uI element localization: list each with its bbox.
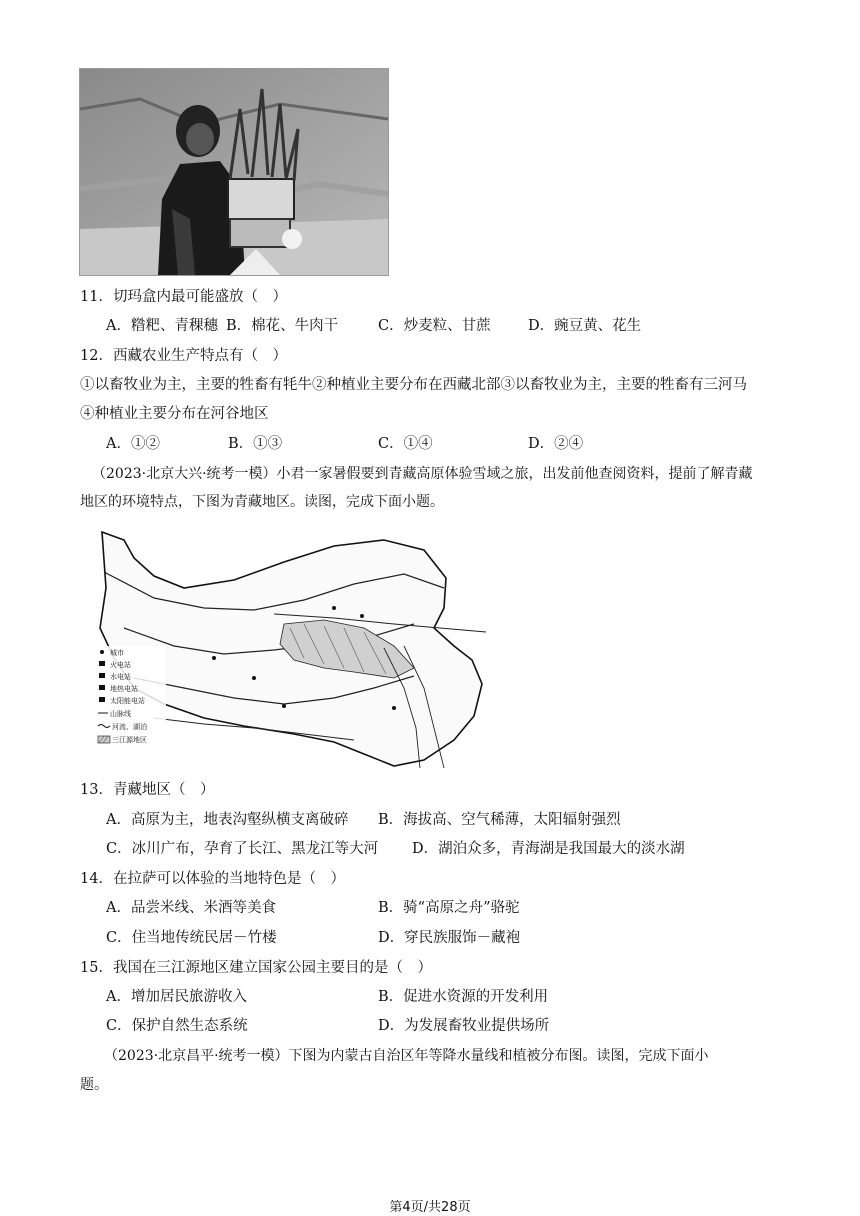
legend-hydro: 水电站 — [110, 673, 131, 681]
intro-dxing: （2023·北京大兴·统考一模）小君一家暑假要到青藏高原体验雪域之旅，出发前他查阅资料，提前了解青藏地区的环境特点，下图为青藏地区。读图，完成下面小题。 — [80, 466, 753, 510]
legend-river-lake: 河流、湖泊 — [112, 723, 147, 731]
question-11-option-b: B．棉花、牛肉干 — [226, 318, 339, 334]
intro-changping: （2023·北京昌平·统考一模）下图为内蒙古自治区年等降水量线和植被分布图。读图，完成下面小 — [104, 1048, 709, 1064]
page-footer: 第4页/共28页 — [389, 1200, 471, 1215]
question-15-option-a: A．增加居民旅游收入 — [106, 989, 247, 1005]
intro-changping-cont: 题。 — [80, 1077, 108, 1093]
question-13-option-c: C．冰川广布，孕育了长江、黑龙江等大河 — [106, 841, 379, 857]
question-12-option-d: D．②④ — [528, 436, 584, 452]
question-14-option-b: B．骑“高原之舟”骆驼 — [378, 900, 520, 916]
question-13-option-a: A．高原为主，地表沟壑纵横支离破碎 — [106, 812, 349, 828]
question-14-stem: 14．在拉萨可以体验的当地特色是（ ） — [80, 871, 345, 887]
legend-solar: 太阳能电站 — [110, 697, 145, 705]
question-13-option-b: B．海拔高、空气稀薄，太阳辐射强烈 — [378, 812, 621, 828]
question-11-stem: 11．切玛盒内最可能盛放（ ） — [80, 289, 287, 305]
legend-thermal: 火电站 — [110, 661, 131, 669]
question-12-statements-line1: ①以畜牧业为主，主要的牲畜有牦牛②种植业主要分布在西藏北部③以畜牧业为主，主要的牲畜有三河马 — [80, 377, 747, 393]
question-12-option-b: B．①③ — [228, 436, 283, 452]
question-11-option-c: C．炒麦粒、甘蔗 — [378, 318, 491, 334]
question-15-option-d: D．为发展畜牧业提供场所 — [378, 1018, 550, 1034]
legend-geothermal: 地热电站 — [110, 685, 138, 693]
question-14-option-c: C．住当地传统民居－竹楼 — [106, 930, 277, 946]
legend-mountain: 山脉线 — [110, 710, 131, 718]
question-15-stem: 15．我国在三江源地区建立国家公园主要目的是（ ） — [80, 960, 432, 976]
question-12-statements-line2: ④种植业主要分布在河谷地区 — [80, 406, 269, 422]
question-12-option-a: A．①② — [106, 436, 160, 452]
question-11-option-d: D．豌豆黄、花生 — [528, 318, 642, 334]
question-14-option-d: D．穿民族服饰－藏袍 — [378, 930, 521, 946]
legend-city: 城市 — [110, 649, 124, 657]
question-15-option-c: C．保护自然生态系统 — [106, 1018, 248, 1034]
question-13-stem: 13．青藏地区（ ） — [80, 782, 215, 798]
qinghai-tibet-map — [94, 528, 488, 770]
legend-sanjiangyuan: 三江源地区 — [112, 736, 147, 744]
qiema-photo — [79, 68, 389, 276]
question-14-option-a: A．品尝米线、米酒等美食 — [106, 900, 276, 916]
question-11-option-a: A．糌粑、青稞穗 — [106, 318, 218, 334]
question-13-option-d: D．湖泊众多，青海湖是我国最大的淡水湖 — [412, 841, 685, 857]
question-12-stem: 12．西藏农业生产特点有（ ） — [80, 348, 287, 364]
question-12-option-c: C．①④ — [378, 436, 433, 452]
question-15-option-b: B．促进水资源的开发利用 — [378, 989, 549, 1005]
